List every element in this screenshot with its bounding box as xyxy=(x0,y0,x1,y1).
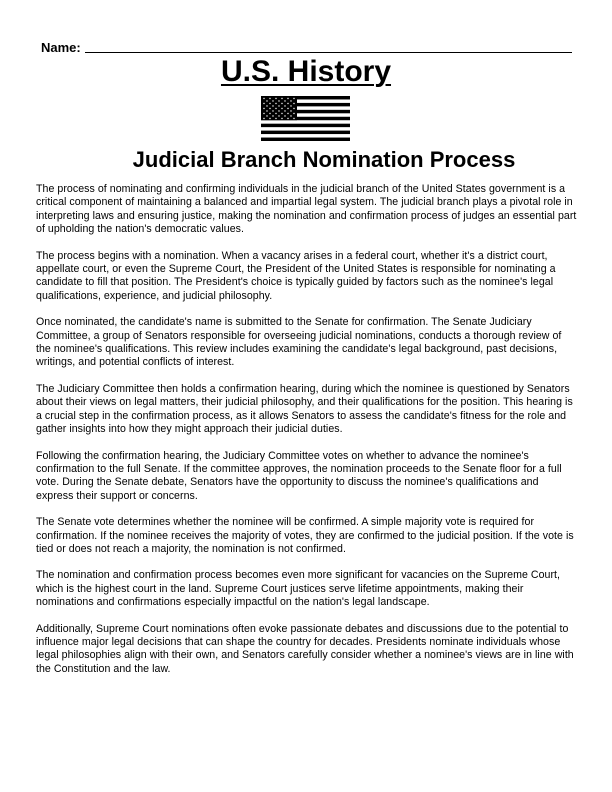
paragraph: Following the confirmation hearing, the Judiciary Committee votes on whether to advance the nominee's confirmation to the full Senate. If the committee approves, the nomination proceeds to the Senate floor for a full vote. During the Senate debate, Senators have the opportunity to discuss the nominee's qualifications and express their support or concerns. xyxy=(36,449,562,502)
paragraph: The Senate vote determines whether the nominee will be confirmed. A simple majority vote is required for confirmation. If the nominee receives the majority of votes, they are confirmed to the judicial position. If the vote is tied or does not reach a majority, the nomination is not confirmed. xyxy=(36,516,574,555)
us-flag-icon xyxy=(261,96,350,141)
section-title: Judicial Branch Nomination Process xyxy=(132,147,516,172)
paragraph: The nomination and confirmation process becomes even more significant for vacancies on the Supreme Court, which is the highest court in the land. Supreme Court justices serve lifetime appointments, making their nominations and confirmations especially impactful on the nation's legal landscape. xyxy=(36,569,561,609)
paragraph: The process begins with a nomination. When a vacancy arises in a federal court, whether it's a district court, appellate court, or even the Supreme Court, the President of the United States is responsible for nominating a candidate to fill that position. The President's choice is typically guided by factors such as the nominee's legal qualifications, experience, and judicial philosophy. xyxy=(36,249,556,302)
paragraph: The Judiciary Committee then holds a confirmation hearing, during which the nominee is questioned by Senators about their views on legal matters, their judicial philosophy, and their qualifications for the position. This hearing is a crucial step in the confirmation process, as it allows Senators to assess the candidate's fitness for the role and gather insights into how they might approach their judicial duties. xyxy=(36,382,573,436)
paragraph: Once nominated, the candidate's name is submitted to the Senate for confirmation. The Senate Judiciary Committee, a group of Senators responsible for overseeing judicial nominations, conducts a thorough review of the nominee's qualifications. This review includes examining the candidate's legal background, past decisions, writings, and potential conflicts of interest. xyxy=(36,316,562,369)
article-body xyxy=(36,183,577,689)
paragraph: Additionally, Supreme Court nominations often evoke passionate debates and discussions due to the potential to influence major legal decisions that can shape the country for decades. Presidents nominate individuals whose legal philosophies align with their own, and Senators carefully consider whether a nominee's views are in line with the Constitution and the law. xyxy=(36,622,574,675)
name-field[interactable] xyxy=(85,52,572,53)
paragraph: The process of nominating and confirming individuals in the judicial branch of the United States government is a critical component of maintaining a balanced and impartial legal system. The judicial branch plays a pivotal role in interpreting laws and ensuring justice, making the nomination and confirmation process of judges an essential part of upholding the nation's democratic values. xyxy=(36,183,577,236)
page-title: U.S. History xyxy=(220,55,392,88)
name-label: Name: xyxy=(41,40,81,55)
name-row xyxy=(41,36,572,54)
